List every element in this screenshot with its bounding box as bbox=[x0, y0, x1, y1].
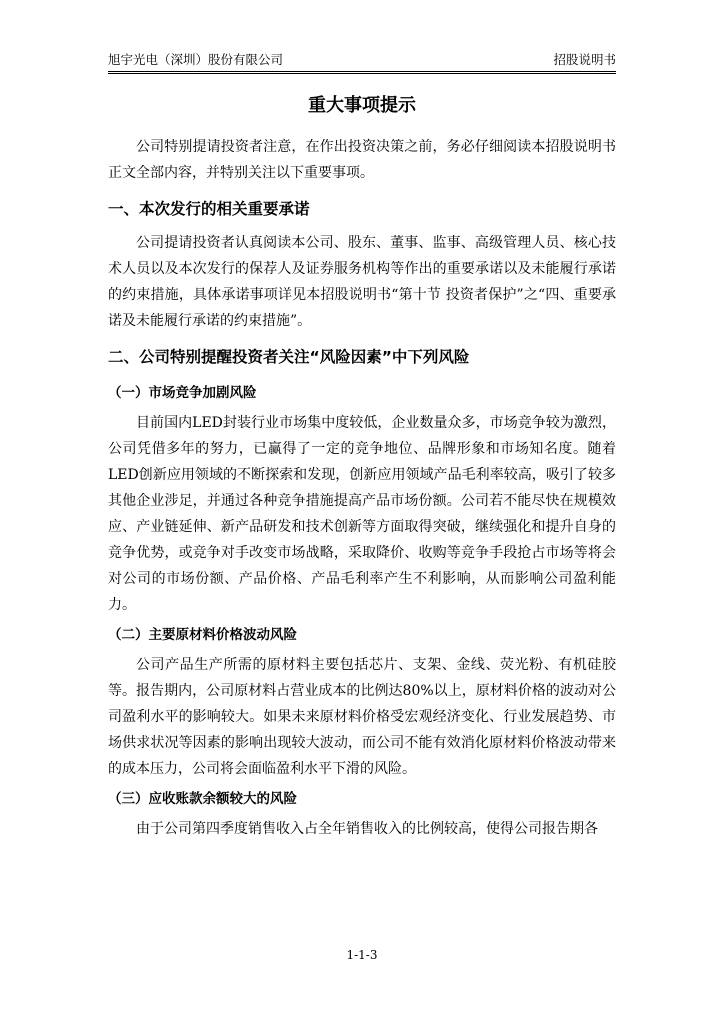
subsection-receivables-heading: （三）应收账款余额较大的风险 bbox=[108, 791, 297, 807]
header-document-type: 招股说明书 bbox=[553, 52, 616, 67]
page-number: 1-1-3 bbox=[346, 948, 378, 962]
section-1-paragraph: 公司提请投资者认真阅读本公司、股东、董事、监事、高级管理人员、核心技术人员以及本次发行的保荐人及证券服务机构等作出的重要承诺以及未能履行承诺的约束措施，具体承诺事项详见本招股说明书“第十节 投资者保护”之“四、重要承诺及未能履行承诺的约束措施”。 bbox=[108, 235, 616, 329]
intro-paragraph: 公司特别提请投资者注意，在作出投资决策之前，务必仔细阅读本招股说明书正文全部内容，并特别关注以下重要事项。 bbox=[108, 139, 616, 181]
page-content bbox=[108, 92, 616, 842]
subsection-raw-material-paragraph: 公司产品生产所需的原材料主要包括芯片、支架、金线、荧光粉、有机硅胶等。报告期内，公司原材料占营业成本的比例达80%以上，原材料价格的波动对公司盈利水平的影响较大。如果未来原材料价格受宏观经济变化、行业发展趋势、市场供求状况等因素的影响出现较大波动，而公司不能有效消化原材料价格波动带来的成本压力，公司将会面临盈利水平下滑的风险。 bbox=[108, 657, 616, 777]
header-company-name: 旭宇光电（深圳）股份有限公司 bbox=[108, 52, 284, 67]
page-title: 重大事项提示 bbox=[308, 95, 416, 116]
subsection-receivables-paragraph: 由于公司第四季度销售收入占全年销售收入的比例较高，使得公司报告期各 bbox=[136, 821, 598, 837]
page-header bbox=[108, 50, 616, 70]
header-rule bbox=[108, 71, 616, 72]
section-1-heading: 一、本次发行的相关重要承诺 bbox=[108, 200, 310, 218]
subsection-raw-material-heading: （二）主要原材料价格波动风险 bbox=[108, 627, 297, 643]
section-2-heading: 二、公司特别提醒投资者关注“风险因素”中下列风险 bbox=[108, 348, 470, 366]
header-rule-thin bbox=[108, 73, 616, 74]
subsection-market-competition-paragraph: 目前国内LED封装行业市场集中度较低，企业数量众多，市场竞争较为激烈，公司凭借多年的努力，已赢得了一定的竞争地位、品牌形象和市场知名度。随着LED创新应用领域的不断探索和发现，创新应用领域产品毛利率较高，吸引了较多其他企业涉足，并通过各种竞争措施提高产品市场份额。公司若不能尽快在规模效应、产业链延伸、新产品研发和技术创新等方面取得突破，继续强化和提升自身的竞争优势，或竞争对手改变市场战略，采取降价、收购等竞争手段抢占市场等将会对公司的市场份额、产品价格、产品毛利率产生不利影响，从而影响公司盈利能力。 bbox=[108, 415, 616, 613]
subsection-market-competition-heading: （一）市场竞争加剧风险 bbox=[108, 385, 257, 401]
